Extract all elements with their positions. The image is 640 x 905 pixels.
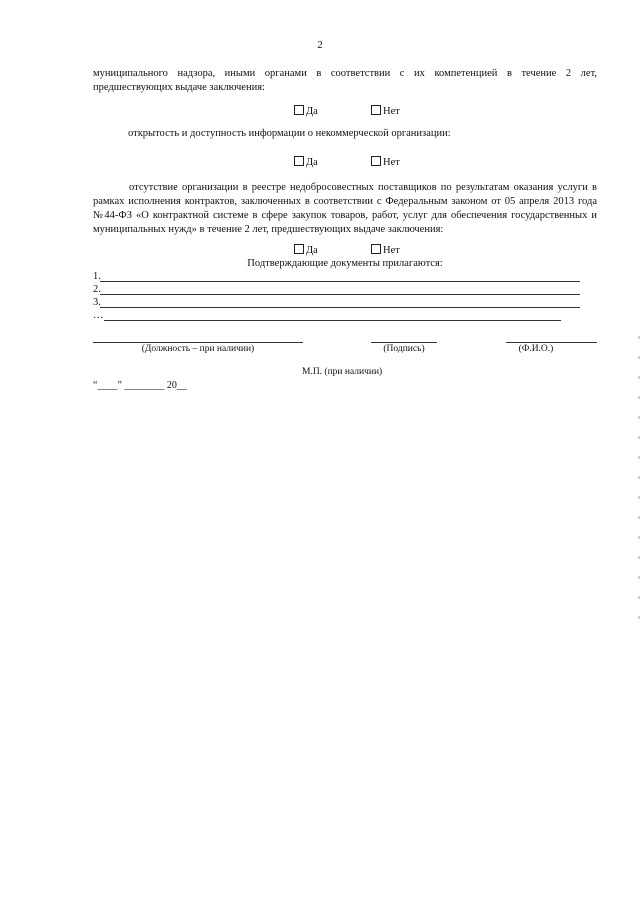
section3-yes-option[interactable] — [294, 244, 318, 258]
stamp-placeholder: М.П. (при наличии) — [302, 367, 383, 377]
section3-no-option[interactable] — [371, 244, 400, 258]
section3-yes-checkbox[interactable] — [294, 244, 304, 254]
date-field[interactable]: “____” ________ 20__ — [93, 380, 187, 391]
signature-line[interactable] — [371, 342, 437, 343]
position-caption: (Должность – при наличии) — [141, 344, 255, 354]
section1-paragraph — [93, 67, 597, 95]
document-line-number: 1. — [93, 271, 101, 282]
document-line-ellipsis: … — [93, 310, 104, 321]
document-line-number: 3. — [93, 297, 101, 308]
document-line-number: 2. — [93, 284, 101, 295]
section1-line2: предшествующих выдаче заключения: — [93, 82, 265, 93]
section1-no-checkbox[interactable] — [371, 105, 381, 115]
document-line-rule — [100, 294, 580, 295]
page-number: 2 — [317, 39, 323, 51]
section1-yes-checkbox[interactable] — [294, 105, 304, 115]
document-line-rule — [104, 320, 561, 321]
name-caption: (Ф.И.О.) — [518, 344, 554, 354]
section3-yes-label: Да — [306, 245, 318, 256]
section1-no-option[interactable] — [371, 105, 400, 119]
section3-no-label: Нет — [383, 245, 400, 256]
section2-yes-checkbox[interactable] — [294, 156, 304, 166]
section1-line1: муниципального надзора, иными органами в соответствии с их компетенцией в течение 2 лет, — [93, 68, 597, 79]
document-line-rule — [100, 307, 580, 308]
section1-yes-label: Да — [306, 106, 318, 117]
section2-no-label: Нет — [383, 157, 400, 168]
section2-text: открытость и доступность информации о некоммерческой организации: — [128, 128, 451, 139]
name-signature-line[interactable] — [506, 342, 597, 343]
section2-no-option[interactable] — [371, 156, 400, 170]
signature-caption: (Подпись) — [383, 344, 425, 354]
section1-no-label: Нет — [383, 106, 400, 117]
documents-title: Подтверждающие документы прилагаются: — [247, 258, 443, 269]
section2-no-checkbox[interactable] — [371, 156, 381, 166]
document-line-3[interactable] — [93, 296, 580, 310]
section3-no-checkbox[interactable] — [371, 244, 381, 254]
document-line-2[interactable] — [93, 283, 580, 297]
position-signature-line[interactable] — [93, 342, 303, 343]
section2-yes-label: Да — [306, 157, 318, 168]
section2-yes-option[interactable] — [294, 156, 318, 170]
document-line-1[interactable] — [93, 270, 580, 284]
section1-yes-option[interactable] — [294, 105, 318, 119]
section3-paragraph: отсутствие организации в реестре недобросовестных поставщиков по результатам оказания услуги в рамках исполнения контрактов, заключенных в соответствии с Федеральным законом от 05 апреля 2013 года №44-ФЗ «О контрактной системе в сфере закупок товаров, работ, услуг для обеспечения государственных и муниципальных нужд» в течение 2 лет, предшествующих выдаче заключения: — [93, 182, 597, 235]
document-line-more[interactable] — [93, 309, 561, 323]
document-line-rule — [100, 281, 580, 282]
